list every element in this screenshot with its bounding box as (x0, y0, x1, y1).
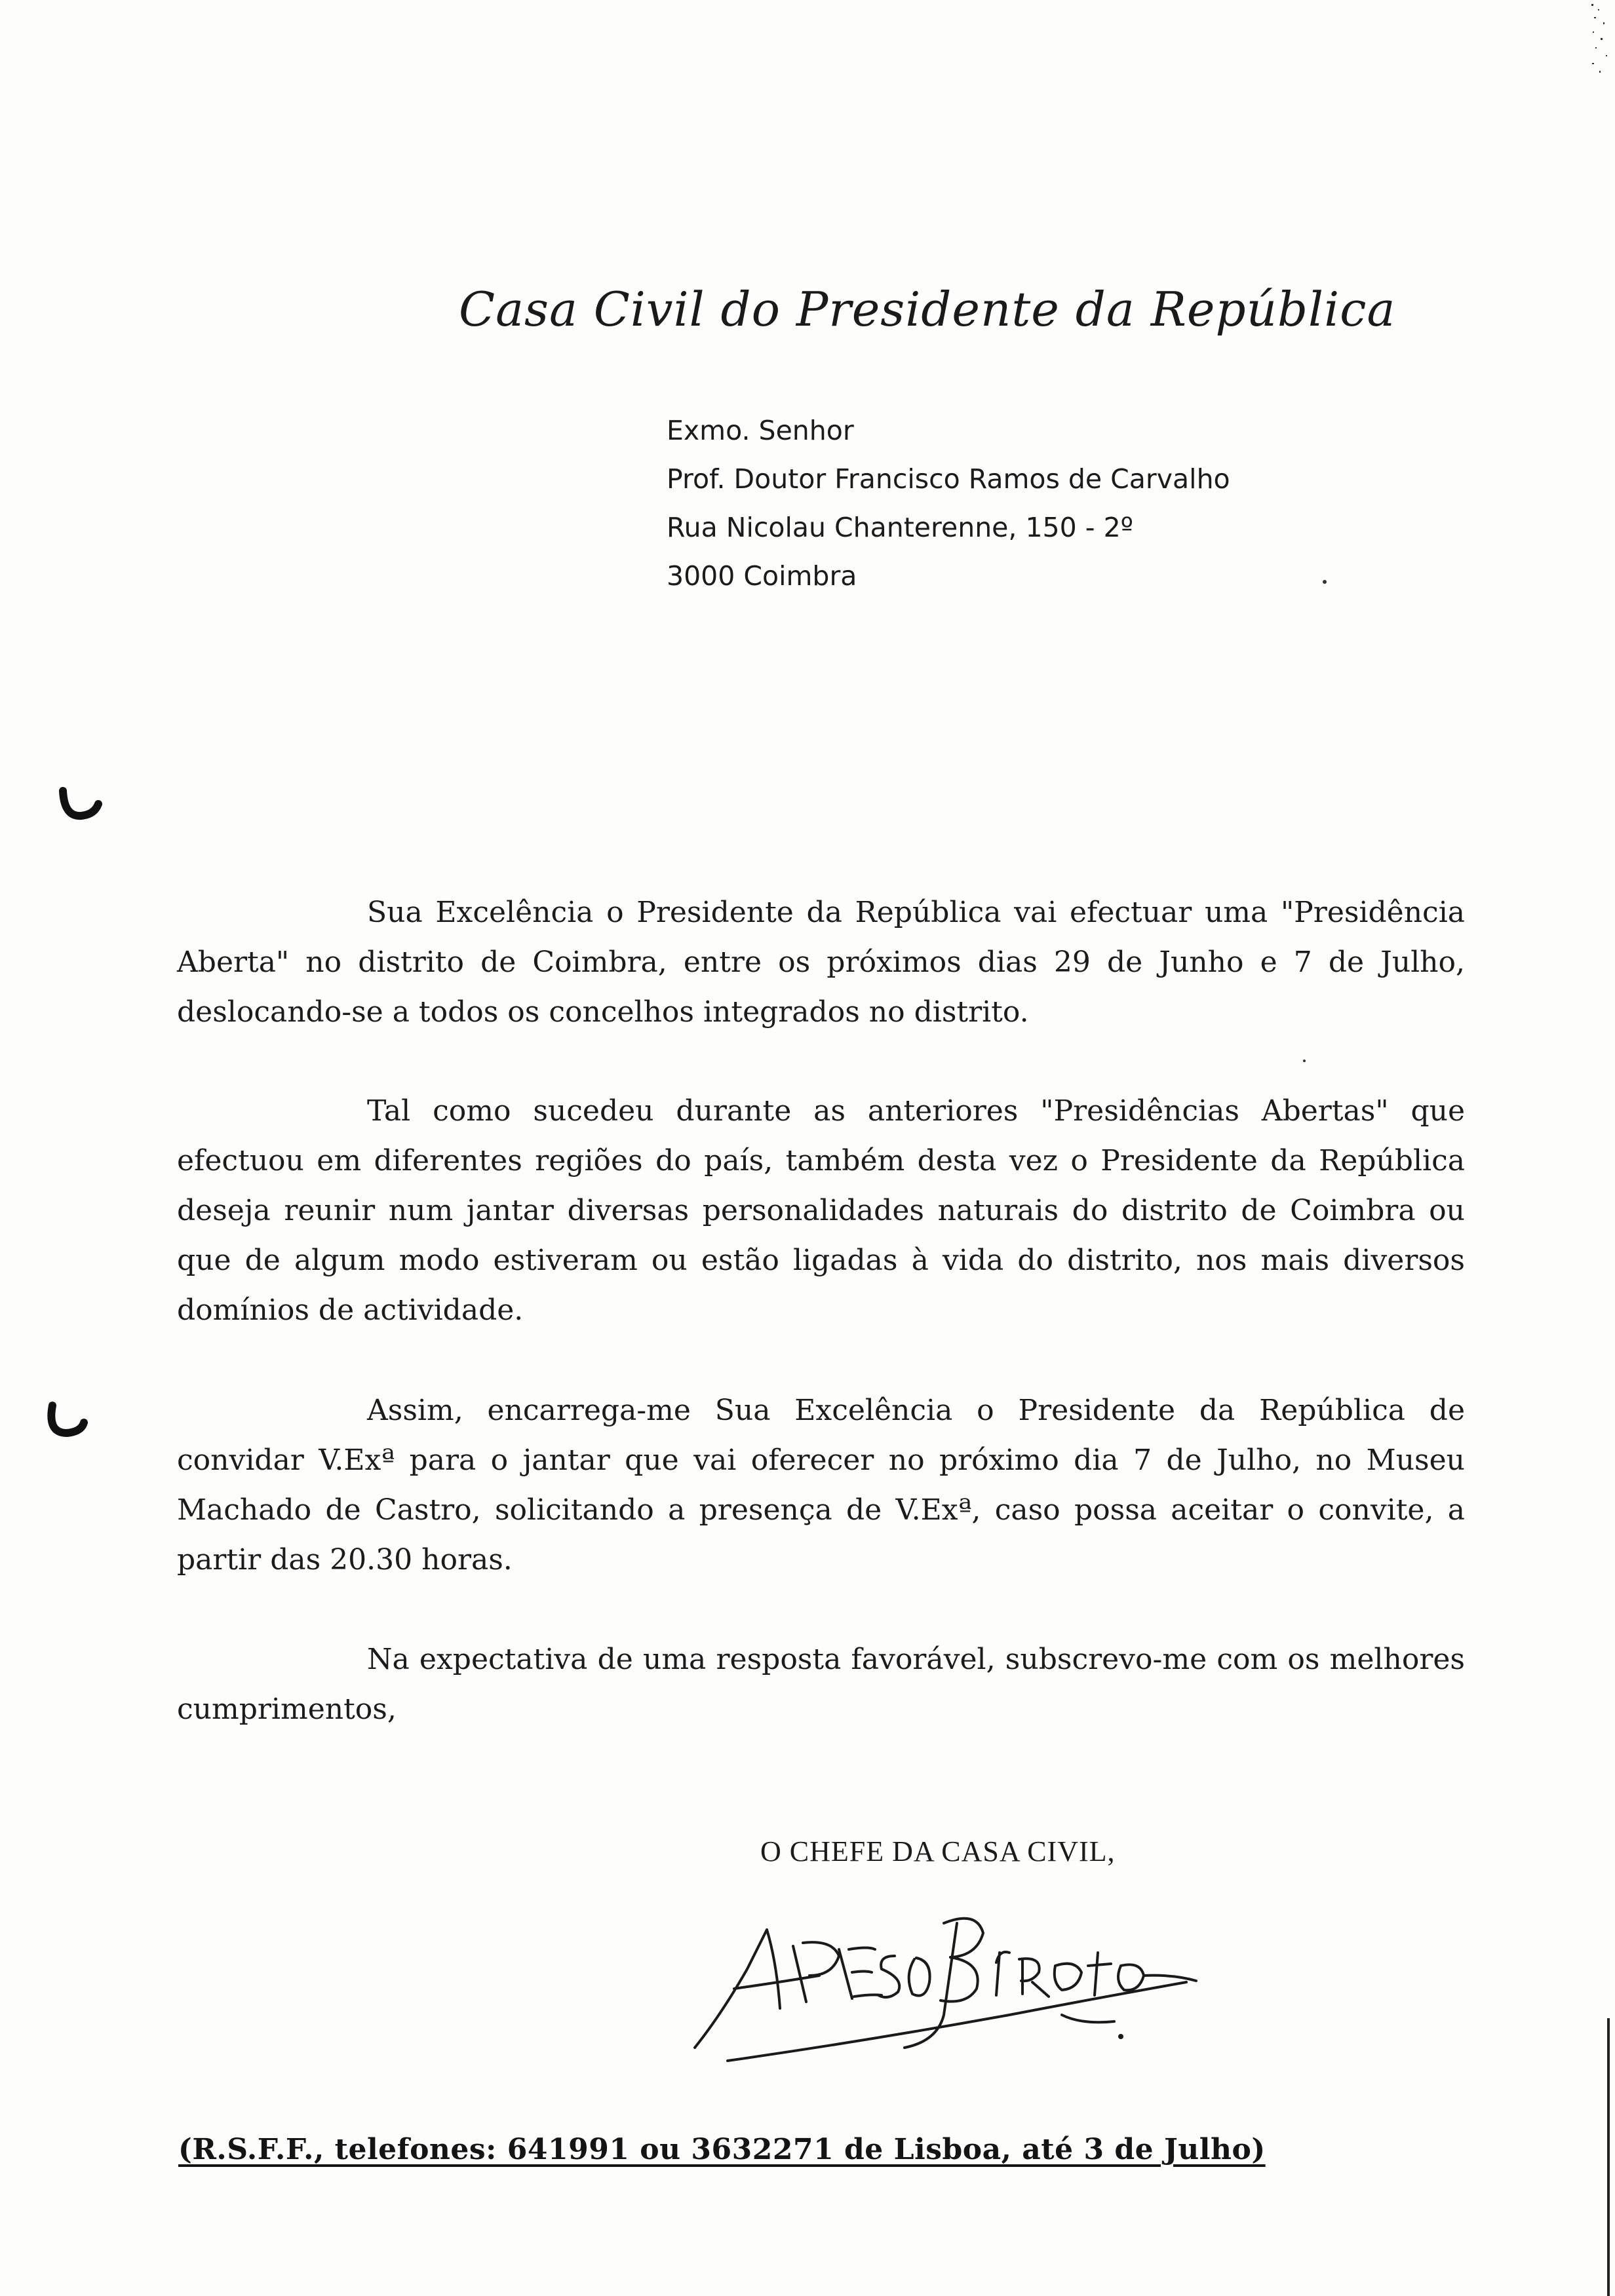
body-paragraph-1 (177, 888, 1465, 1037)
addressee-salutation: Exmo. Senhor (667, 415, 854, 446)
paragraph-text: Assim, encarrega-me Sua Excelência o Presidente da República de convidar V.Exª para o jantar que vai oferecer no próximo dia 7 de Julho, no Museu Machado de Castro, solicitando a presença de V.Exª, caso possa aceitar o convite, a partir das 20.30 horas. (177, 1394, 1465, 1577)
punch-hole-mark (45, 1399, 90, 1445)
body-paragraph-4 (177, 1635, 1465, 1734)
handwritten-signature (669, 1884, 1206, 2074)
body-paragraph-3 (177, 1386, 1465, 1585)
scan-edge-noise (1589, 0, 1615, 79)
addressee-name: Prof. Doutor Francisco Ramos de Carvalho (667, 463, 1230, 495)
punch-hole-mark (58, 783, 104, 829)
paragraph-text: Sua Excelência o Presidente da República vai efectuar uma "Presidência Aberta" no distrito de Coimbra, entre os próximos dias 29 de Junho e 7 de Julho, deslocando-se a todos os concelhos integrados no distrito. (177, 896, 1465, 1029)
addressee-block (667, 406, 1230, 600)
footer-note: (R.S.F.F., telefones: 641991 ou 3632271 de Lisboa, até 3 de Julho) (178, 2133, 1266, 2166)
stray-mark (1323, 580, 1327, 584)
paragraph-text: Tal como sucedeu durante as anteriores "Presidências Abertas" que efectuou em diferentes regiões do país, também desta vez o Presidente da República deseja reunir num jantar diversas personalidades naturais do distrito de Coimbra ou que de algum modo estiveram ou estão ligadas à vida do distrito, nos mais diversos domínios de actividade. (177, 1094, 1465, 1327)
signoff-title: O CHEFE DA CASA CIVIL, (760, 1835, 1116, 1867)
addressee-city: 3000 Coimbra (667, 560, 857, 592)
body-paragraph-2 (177, 1086, 1465, 1335)
scan-edge-line (1607, 2018, 1610, 2296)
letterhead: Casa Civil do Presidente da República (459, 282, 1396, 337)
stray-mark (1303, 1060, 1306, 1062)
paragraph-text: Na expectativa de uma resposta favorável, subscrevo-me com os melhores cumprimentos, (177, 1643, 1465, 1726)
addressee-street: Rua Nicolau Chanterenne, 150 - 2º (667, 512, 1133, 543)
